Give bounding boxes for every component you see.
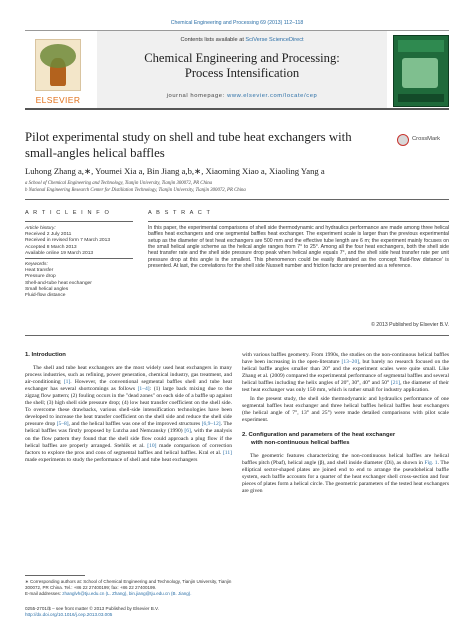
crossmark-badge[interactable]	[397, 134, 449, 148]
journal-cover-thumbnail[interactable]	[393, 35, 449, 107]
footnote-divider	[25, 575, 85, 576]
citation-link[interactable]: [6,9–12]	[201, 421, 221, 428]
history-online: Available online 19 March 2013	[25, 250, 94, 256]
section-heading-line: with non-continuous helical baffles	[251, 439, 350, 446]
journal-title-line-2: Process Intensification	[184, 65, 300, 80]
crossmark-icon	[397, 134, 409, 146]
body-paragraph: In the present study, the shell side thermodynamic and hydraulics performance of one segmental baffles heat exchanger and three helical baffles helical baffles heat exchangers (the helical angle of 7°, 13° and 25°) were made detailed comparisons with pilot scale experiment.	[242, 396, 449, 424]
paper-title: Pilot experimental study on shell and tube heat exchangers with small-angles helical baffles	[25, 130, 352, 160]
abstract-copyright: © 2013 Published by Elsevier B.V.	[371, 322, 449, 328]
text-run: The geometric features characterizing the non-continuous helical baffles are helical baffles pitch (Pbaf), helical angle (β), and shell inside diameter (Di), as shown in	[242, 452, 449, 466]
homepage-link[interactable]: www.elsevier.com/locate/cep	[227, 93, 318, 99]
divider	[25, 199, 449, 200]
contents-prefix: Contents lists available at	[180, 37, 246, 43]
citation-link[interactable]: [13–20]	[341, 359, 360, 366]
keyword: Pressure drop	[25, 274, 56, 280]
affiliation-a: a School of Chemical Engineering and Technology, Tianjin University, Tianjin 300072, PR China	[25, 181, 213, 186]
issn-block	[25, 606, 232, 618]
text-run: , with the analysis on the flow pattern they found that the shell side flow could approach a plug flow if the helical baffles are properly arranged. Stehlik et al.	[25, 428, 232, 449]
elsevier-tree-icon	[35, 39, 81, 91]
cover-header	[398, 40, 444, 52]
text-run: , the diameter of their test heat exchanger was only 150 mm, which is rather small for industry application.	[242, 380, 450, 394]
divider	[148, 221, 449, 222]
keyword: Small helical angles	[25, 286, 69, 292]
section-heading-introduction: 1. Introduction	[25, 352, 66, 358]
citation-link[interactable]: [1]	[63, 379, 71, 386]
text-run: , but barely no research focused on the helical baffle angles smaller than 20° and the experiment scales were quite small. Like Zhang et al. (2009) compared the experimental performance of segmental baffles and several helical baffles including the helix angles of 20°, 30°, 40° and 50°	[242, 359, 450, 387]
citation-link[interactable]: [11]	[222, 449, 232, 456]
elsevier-logo[interactable]	[25, 39, 91, 107]
affiliation-b: b National Engineering Research Center for Distillation Technology, Tianjin University, Tianjin 300072, PR China	[25, 188, 246, 193]
body-paragraph	[242, 453, 449, 495]
email-links[interactable]: zhanglvh@tju.edu.cn (L. Zhang), bin.jiang@tju.edu.cn (B. Jiang).	[62, 590, 192, 596]
text-run: . However, the conventional segmental baffles shell and tube heat exchanger has several shortcomings as follows	[25, 379, 232, 393]
corresponding-author-footnote	[25, 579, 232, 596]
section-heading-line: 2. Configuration and parameters of the heat exchanger	[242, 432, 396, 439]
text-run: . The helical baffles was firstly proposed by Lutcha and Nemcansky (1990)	[25, 421, 232, 435]
figure-link[interactable]: Fig. 1	[424, 459, 438, 466]
body-column-right	[242, 352, 449, 497]
issn-line: 0255-2701/$ – see front matter © 2013 Published by Elsevier B.V.	[25, 606, 159, 611]
section-heading-configuration	[242, 432, 449, 446]
divider	[25, 221, 133, 222]
email-label: E-mail addresses:	[25, 590, 63, 596]
article-info-heading: A R T I C L E I N F O	[25, 210, 111, 216]
divider	[25, 258, 133, 259]
history-received: Received 2 July 2011	[25, 232, 72, 238]
history-revised: Received in revised form 7 March 2013	[25, 238, 111, 244]
journal-title	[97, 51, 387, 80]
citation-link[interactable]: [5–8]	[56, 421, 69, 428]
abstract-heading: A B S T R A C T	[148, 210, 212, 216]
footnote-text: ∗ Corresponding authors at: School of Chemical Engineering and Technology, Tianjin University, Tianjin 300072, PR China. Tel.: +86 22 27400199; fax: +86 22 27400199.	[25, 579, 232, 590]
citation-link[interactable]: [6]	[184, 428, 191, 435]
text-run: The shell and tube heat exchangers are the most widely used heat exchangers in many process industries, such as refining, power generation, chemical industry, gas treatment, and air-conditioning	[25, 365, 232, 386]
keyword: Shell-and-tube heat exchanger	[25, 280, 92, 286]
text-run: with various baffles geometry. From 1990s, the studies on the non-continuous helical baffles have been increasing in the open-literature	[242, 352, 449, 366]
journal-masthead	[25, 30, 449, 110]
abstract-text: In this paper, the experimental comparisons of shell side thermodynamic and hydraulics performance are made among three helical baffles heat exchangers and one segmental baffles heat exchanger. The experiment scale is larger than the previous experimental setup as the diameter of test heat exchangers are 500 mm and the effective tube length are 6 m; the experiment mainly focuses on the small helical angle scheme as the helical angle ranges from 7° to 25°. Among all the four heat exchangers, both the shell side heat transfer rate and the shell side pressure drop peak when helical angle equals 7°, and the shell side heat transfer rate per unit pressure drop at this angle is the smallest. This phenomenon could be easily illustrated as the concept 'fluid-flow distance' is presented. At last, the correlations for the shell side Nusselt number and friction factor are presented as a reference.	[148, 225, 449, 270]
text-run: , and the helical baffles was one of the improved structures	[68, 421, 202, 428]
body-column-left	[25, 352, 232, 466]
contents-line	[97, 37, 387, 43]
journal-reference: Chemical Engineering and Processing 69 (2013) 112–118	[170, 20, 304, 26]
citation-link[interactable]: [10]	[147, 442, 157, 449]
publisher-name: ELSEVIER	[35, 95, 81, 105]
text-run: : (1) large back mixing due to the zigzag flow pattern; (2) fouling occurs in the "dead zones" on each side of a baffle up against the shell; (3) high shell side pressure drop; (4) low heat transfer coefficient on the shell side. To overcome these drawbacks, various shell-side intensification technologies have been developed to increase the heat transfer coefficient on the shell side and reduce the shell side pressure drop	[25, 386, 232, 428]
intro-paragraph	[25, 365, 232, 464]
history-accepted: Accepted 8 March 2013	[25, 244, 77, 250]
text-run: made comparison of correction factors to explore the pros and cons of segmental baffles and helical baffles. Kral et al.	[25, 442, 232, 456]
keyword: Fluid-flow distance	[25, 293, 66, 299]
body-paragraph	[242, 352, 449, 394]
homepage-prefix: journal homepage:	[166, 93, 228, 99]
footnote-emails	[25, 591, 232, 597]
journal-homepage	[97, 93, 387, 99]
citation-link[interactable]: [1–4]	[137, 386, 150, 393]
keyword: Heat transfer	[25, 268, 54, 274]
cover-image	[402, 58, 438, 88]
article-history	[25, 226, 135, 257]
author-list: Luhong Zhang a,∗, Youmei Xia a, Bin Jiang a,b,∗, Xiaoming Xiao a, Xiaoling Yang a	[25, 166, 325, 176]
divider	[25, 335, 449, 336]
crossmark-label: CrossMark	[412, 136, 441, 142]
keywords-label: Keywords:	[25, 262, 48, 267]
sciencedirect-link[interactable]: SciVerse ScienceDirect	[245, 37, 304, 43]
keywords-block	[25, 262, 135, 299]
text-run: made experiments to study the performance of shell and tube heat exchangers	[25, 456, 198, 463]
cover-footer	[398, 94, 444, 102]
citation-link[interactable]: [21]	[390, 380, 401, 387]
journal-title-line-1: Chemical Engineering and Processing:	[144, 51, 340, 65]
journal-info-box	[97, 31, 387, 108]
doi-link[interactable]: http://dx.doi.org/10.1016/j.cep.2013.03.005	[25, 611, 113, 617]
article-history-label: Article history:	[25, 226, 56, 231]
text-run: . The elliptical sector-shaped plates are joined end to end to arrange the pseudohelical baffle system, each baffle accounts for a quarter of the heat exchanger shell cross-section and four pieces of plates form a helical circle. The geometric parameters of the tested heat exchangers are given	[242, 459, 450, 494]
